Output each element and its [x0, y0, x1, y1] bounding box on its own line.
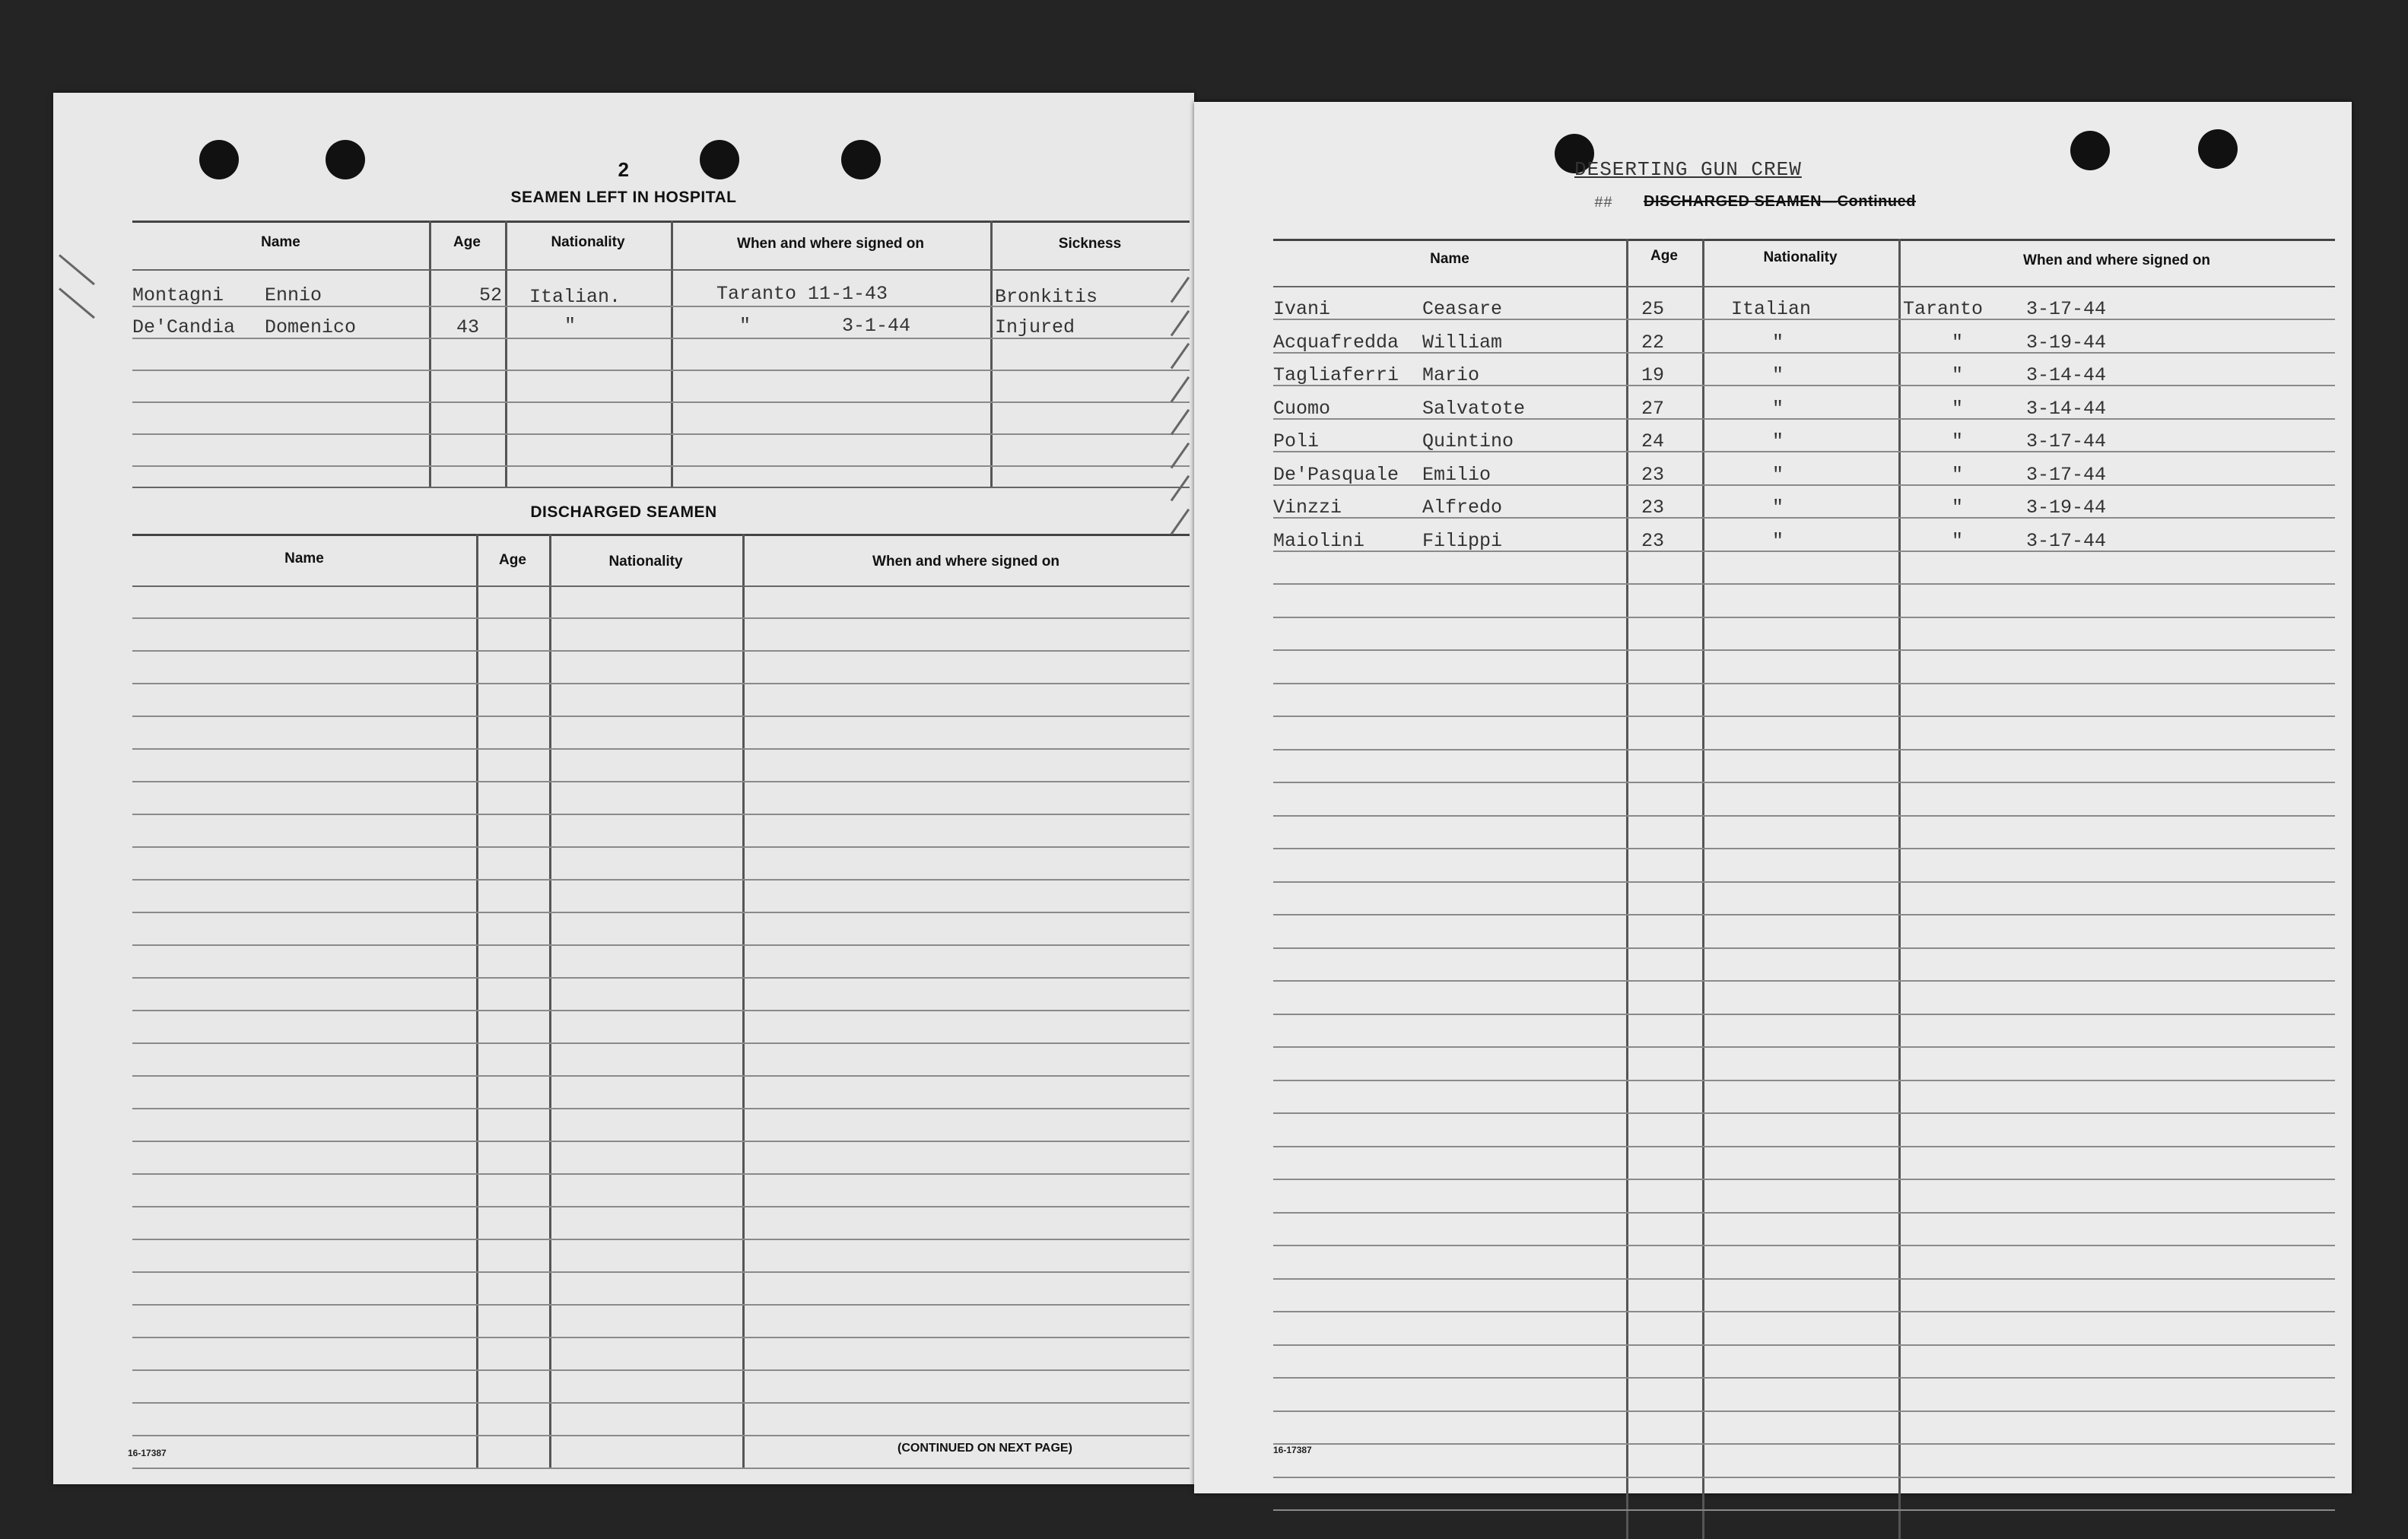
section-title: DISCHARGED SEAMEN—Continued [1644, 193, 1916, 210]
row-line [132, 1108, 1190, 1109]
row-line [1273, 1014, 2335, 1015]
seaman-signed-on-date: 3-14-44 [2026, 364, 2107, 386]
row-line [132, 846, 1190, 848]
binder-hole [199, 140, 239, 179]
row-line [132, 683, 1190, 684]
column-divider [671, 221, 673, 487]
row-line [132, 433, 1190, 435]
hospital-surname: De'Candia [132, 316, 236, 338]
seaman-nationality: " [1772, 464, 1784, 486]
seaman-signed-on-place: " [1952, 464, 1964, 486]
seaman-age: 25 [1641, 298, 1665, 320]
column-header-nationality: Nationality [551, 234, 625, 250]
seaman-surname: Tagliaferri [1273, 364, 1399, 386]
seaman-surname: Cuomo [1273, 398, 1331, 420]
seaman-age: 19 [1641, 364, 1665, 386]
seaman-nationality: Italian [1731, 298, 1812, 320]
row-line [1273, 1477, 2335, 1478]
column-header-name: Name [284, 551, 324, 566]
row-line [132, 814, 1190, 815]
column-header-age: Age [1650, 248, 1678, 264]
seaman-age: 24 [1641, 430, 1665, 452]
seaman-given-name: William [1422, 332, 1503, 354]
seaman-signed-on-place: " [1952, 332, 1964, 354]
form-number: 16-17387 [128, 1448, 167, 1458]
binder-hole [2070, 131, 2110, 170]
seaman-age: 23 [1641, 530, 1665, 552]
column-header-nationality: Nationality [608, 554, 683, 570]
seaman-signed-on-place: " [1952, 430, 1964, 452]
seaman-signed-on-place: " [1952, 398, 1964, 420]
row-line [1273, 1377, 2335, 1379]
row-line [1273, 782, 2335, 783]
row-line [1273, 980, 2335, 982]
binder-hole [2198, 129, 2238, 169]
column-divider [549, 534, 551, 1469]
seaman-signed-on-date: 3-17-44 [2026, 430, 2107, 452]
row-line [1273, 749, 2335, 750]
row-line [1273, 617, 2335, 618]
row-line [132, 1010, 1190, 1011]
seaman-signed-on-date: 3-14-44 [2026, 398, 2107, 420]
seaman-signed-on-date: 3-17-44 [2026, 298, 2107, 320]
seaman-age: 22 [1641, 332, 1665, 354]
seaman-signed-on-date: 3-19-44 [2026, 497, 2107, 519]
column-divider [990, 221, 993, 487]
row-line [1273, 914, 2335, 915]
row-line [132, 1042, 1190, 1044]
seaman-surname: De'Pasquale [1273, 464, 1399, 486]
header-rule [1273, 286, 2335, 287]
row-line [132, 1435, 1190, 1436]
column-header-age: Age [499, 552, 526, 568]
column-divider [505, 221, 507, 487]
row-line [132, 1173, 1190, 1175]
seaman-surname: Maiolini [1273, 530, 1365, 552]
row-line [132, 1271, 1190, 1273]
row-line [1273, 848, 2335, 849]
row-line [1273, 1443, 2335, 1445]
row-line [1273, 1311, 2335, 1312]
seaman-nationality: " [1772, 497, 1784, 519]
hospital-nationality: " [564, 315, 577, 337]
continued-note: (CONTINUED ON NEXT PAGE) [897, 1442, 1072, 1455]
row-line [1273, 1080, 2335, 1081]
seaman-given-name: Ceasare [1422, 298, 1503, 320]
table-top-rule [1273, 239, 2335, 241]
seaman-surname: Poli [1273, 430, 1320, 452]
column-divider [429, 221, 431, 487]
row-line [1273, 583, 2335, 585]
seaman-age: 23 [1641, 464, 1665, 486]
table-top-rule [132, 534, 1190, 536]
hospital-signed-on: Taranto 11-1-43 [716, 283, 888, 305]
header-rule [132, 585, 1190, 587]
row-line [132, 1075, 1190, 1077]
tick-mark [59, 287, 95, 319]
hospital-nationality: Italian. [529, 286, 621, 308]
hospital-sickness: Injured [995, 316, 1075, 338]
tick-mark [59, 254, 95, 285]
row-line [132, 1141, 1190, 1142]
row-line [1273, 1146, 2335, 1147]
binder-hole [700, 140, 739, 179]
seaman-signed-on-place: " [1952, 364, 1964, 386]
seaman-nationality: " [1772, 332, 1784, 354]
seaman-given-name: Alfredo [1422, 497, 1503, 519]
discharged-section-title: DISCHARGED SEAMEN [530, 503, 717, 521]
seaman-signed-on-date: 3-17-44 [2026, 530, 2107, 552]
row-line [1273, 1112, 2335, 1114]
hospital-sickness: Bronkitis [995, 286, 1098, 308]
row-line [1273, 1410, 2335, 1412]
row-line [132, 1337, 1190, 1338]
row-line [132, 617, 1190, 619]
seaman-given-name: Mario [1422, 364, 1480, 386]
column-header-name: Name [261, 234, 300, 250]
row-line [1273, 1245, 2335, 1246]
row-line [1273, 1278, 2335, 1280]
seaman-age: 27 [1641, 398, 1665, 420]
hospital-age: 52 [479, 284, 503, 306]
seaman-nationality: " [1772, 398, 1784, 420]
row-line [132, 370, 1190, 371]
row-line [1273, 1046, 2335, 1048]
row-line [1273, 881, 2335, 883]
row-line [132, 1304, 1190, 1306]
seaman-given-name: Salvatote [1422, 398, 1526, 420]
seaman-signed-on-place: " [1952, 530, 1964, 552]
column-header-name: Name [1430, 251, 1469, 267]
column-header-sickness: Sickness [1058, 236, 1122, 252]
seaman-given-name: Emilio [1422, 464, 1491, 486]
right-page [1194, 102, 2352, 1493]
hospital-section-title: SEAMEN LEFT IN HOSPITAL [510, 189, 737, 206]
seaman-surname: Vinzzi [1273, 497, 1342, 519]
row-line [132, 716, 1190, 717]
column-divider [476, 534, 478, 1469]
hospital-given-name: Ennio [265, 284, 322, 306]
column-header-age: Age [453, 234, 481, 250]
row-line [1273, 947, 2335, 949]
hospital-signed-on: " 3-1-44 [739, 315, 911, 337]
page-number: 2 [618, 158, 630, 181]
seaman-signed-on-place: Taranto [1903, 298, 1984, 320]
row-line [1273, 683, 2335, 684]
hospital-given-name: Domenico [265, 316, 357, 338]
seaman-given-name: Quintino [1422, 430, 1514, 452]
seaman-signed-on-place: " [1952, 497, 1964, 519]
row-line [132, 944, 1190, 946]
row-line [132, 912, 1190, 913]
typed-marks: ## [1594, 195, 1613, 212]
seaman-signed-on-date: 3-17-44 [2026, 464, 2107, 486]
table-top-rule [132, 221, 1190, 223]
row-line [132, 1369, 1190, 1371]
form-number: 16-17387 [1273, 1445, 1312, 1455]
row-line [1273, 649, 2335, 651]
row-line [132, 1206, 1190, 1207]
row-line [132, 401, 1190, 403]
column-header-signed-on: When and where signed on [872, 554, 1059, 570]
row-line [132, 748, 1190, 750]
header-rule [132, 269, 1190, 271]
row-line [1273, 716, 2335, 717]
seaman-given-name: Filippi [1422, 530, 1503, 552]
binder-hole [841, 140, 881, 179]
row-line [1273, 1344, 2335, 1346]
row-line [132, 1402, 1190, 1404]
binder-hole [326, 140, 365, 179]
row-line [132, 977, 1190, 979]
table-bottom-rule [132, 487, 1190, 488]
row-line [132, 879, 1190, 881]
row-line [1273, 1509, 2335, 1511]
left-page [53, 93, 1194, 1484]
column-header-signed-on: When and where signed on [2023, 252, 2210, 268]
column-header-signed-on: When and where signed on [737, 236, 924, 252]
seaman-nationality: " [1772, 530, 1784, 552]
seaman-signed-on-date: 3-19-44 [2026, 332, 2107, 354]
row-line [132, 465, 1190, 467]
column-header-nationality: Nationality [1763, 249, 1838, 265]
seaman-nationality: " [1772, 364, 1784, 386]
row-line [1273, 1179, 2335, 1180]
deserting-gun-crew-stamp: DESERTING GUN CREW [1574, 158, 1802, 181]
seaman-surname: Ivani [1273, 298, 1331, 320]
row-line [132, 650, 1190, 652]
seaman-surname: Acquafredda [1273, 332, 1399, 354]
column-divider [742, 534, 745, 1469]
row-line [132, 781, 1190, 782]
seaman-nationality: " [1772, 430, 1784, 452]
seaman-age: 23 [1641, 497, 1665, 519]
hospital-age: 43 [456, 316, 480, 338]
hospital-surname: Montagni [132, 284, 224, 306]
row-line [1273, 1212, 2335, 1214]
row-line [1273, 815, 2335, 817]
row-line [132, 1468, 1190, 1469]
row-line [132, 1239, 1190, 1240]
